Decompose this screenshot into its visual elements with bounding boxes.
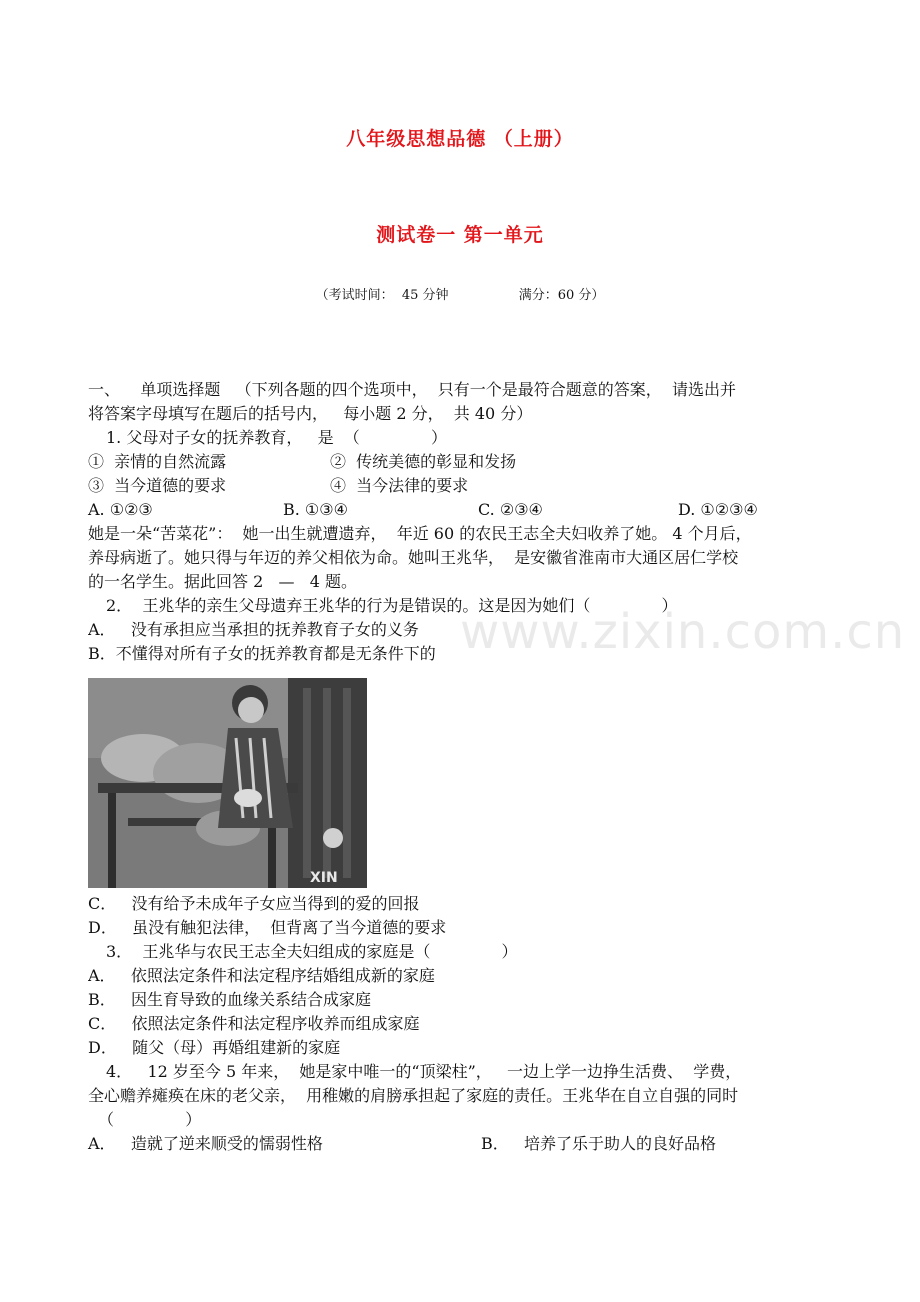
question-3-option-c: C． 依照法定条件和法定程序收养而组成家庭 xyxy=(88,1014,420,1033)
photo-watermark-text: XIN xyxy=(310,870,338,886)
photo-illustration xyxy=(88,678,367,888)
question-1-option-d: D. ①②③④ xyxy=(678,500,758,519)
question-1-items-row2 xyxy=(88,474,838,498)
question-4-option-a: A． 造就了逆来顺受的懦弱性格 xyxy=(88,1134,323,1153)
question-1-item-4: ④ 当今法律的要求 xyxy=(330,476,469,495)
site-watermark: www.zixin.com.cn xyxy=(460,604,906,660)
document-subtitle: 测试卷一 第一单元 xyxy=(376,224,544,246)
question-4-options xyxy=(88,1132,838,1156)
question-1-option-a: A. ①②③ xyxy=(88,500,153,519)
news-photo xyxy=(88,678,367,888)
question-1-item-3: ③ 当今道德的要求 xyxy=(88,476,227,495)
question-1-options xyxy=(88,498,838,522)
question-3-option-d: D． 随父（母）再婚组建新的家庭 xyxy=(88,1038,341,1057)
question-2-option-a: A． 没有承担应当承担的抚养教育子女的义务 xyxy=(88,620,419,639)
question-1-item-2: ② 传统美德的彰显和发扬 xyxy=(330,452,517,471)
question-3-option-a: A． 依照法定条件和法定程序结婚组成新的家庭 xyxy=(88,966,435,985)
question-1-items-row1 xyxy=(88,450,838,474)
question-3-stem: 3． 王兆华与农民王志全夫妇组成的家庭是（ ） xyxy=(106,942,518,961)
question-1-item-1: ① 亲情的自然流露 xyxy=(88,452,227,471)
question-3-option-b: B． 因生育导致的血缘关系结合成家庭 xyxy=(88,990,372,1009)
question-4-stem-line2: 全心赡养瘫痪在床的老父亲， 用稚嫩的肩膀承担起了家庭的责任。王兆华在自立自强的同时 xyxy=(88,1086,739,1105)
question-content xyxy=(88,378,838,1156)
question-2-stem: 2． 王兆华的亲生父母遗弃王兆华的行为是错误的。这是因为她们（ ） xyxy=(106,596,678,615)
question-4-stem-line3: （ ） xyxy=(98,1110,202,1129)
question-1-option-b: B. ①③④ xyxy=(283,500,348,519)
section-intro-line1: 一、 单项选择题 （下列各题的四个选项中， 只有一个是最符合题意的答案， 请选出并 xyxy=(88,380,736,399)
section-intro-line2: 将答案字母填写在题后的括号内， 每小题 2 分， 共 40 分） xyxy=(88,404,533,423)
passage-line1: 她是一朵“苦菜花”： 她一出生就遭遗弃， 年近 60 的农民王志全夫妇收养了她。 4 个月后， xyxy=(88,524,752,543)
passage-line2: 养母病逝了。她只得与年迈的养父相依为命。她叫王兆华， 是安徽省淮南市大通区居仁学校 xyxy=(88,548,739,567)
question-4-stem-line1: 4． 12 岁至今 5 年来， 她是家中唯一的“顶梁柱”， 一边上学一边挣生活费、 学费， xyxy=(106,1062,742,1081)
exam-info: （考试时间： 45 分钟 满分：60 分） xyxy=(315,288,605,303)
question-4-option-b: B． 培养了乐于助人的良好品格 xyxy=(481,1134,717,1153)
question-2-option-b: B．不懂得对所有子女的抚养教育都是无条件下的 xyxy=(88,644,436,663)
question-1-stem: 1. 父母对子女的抚养教育， 是 （ ） xyxy=(106,428,447,447)
question-1-option-c: C. ②③④ xyxy=(478,500,543,519)
question-2-option-c: C． 没有给予未成年子女应当得到的爱的回报 xyxy=(88,894,420,913)
passage-line3: 的一名学生。据此回答 2 — 4 题。 xyxy=(88,572,358,591)
question-2-option-d: D． 虽没有触犯法律， 但背离了当今道德的要求 xyxy=(88,918,447,937)
document-title: 八年级思想品德 （上册） xyxy=(346,128,574,150)
